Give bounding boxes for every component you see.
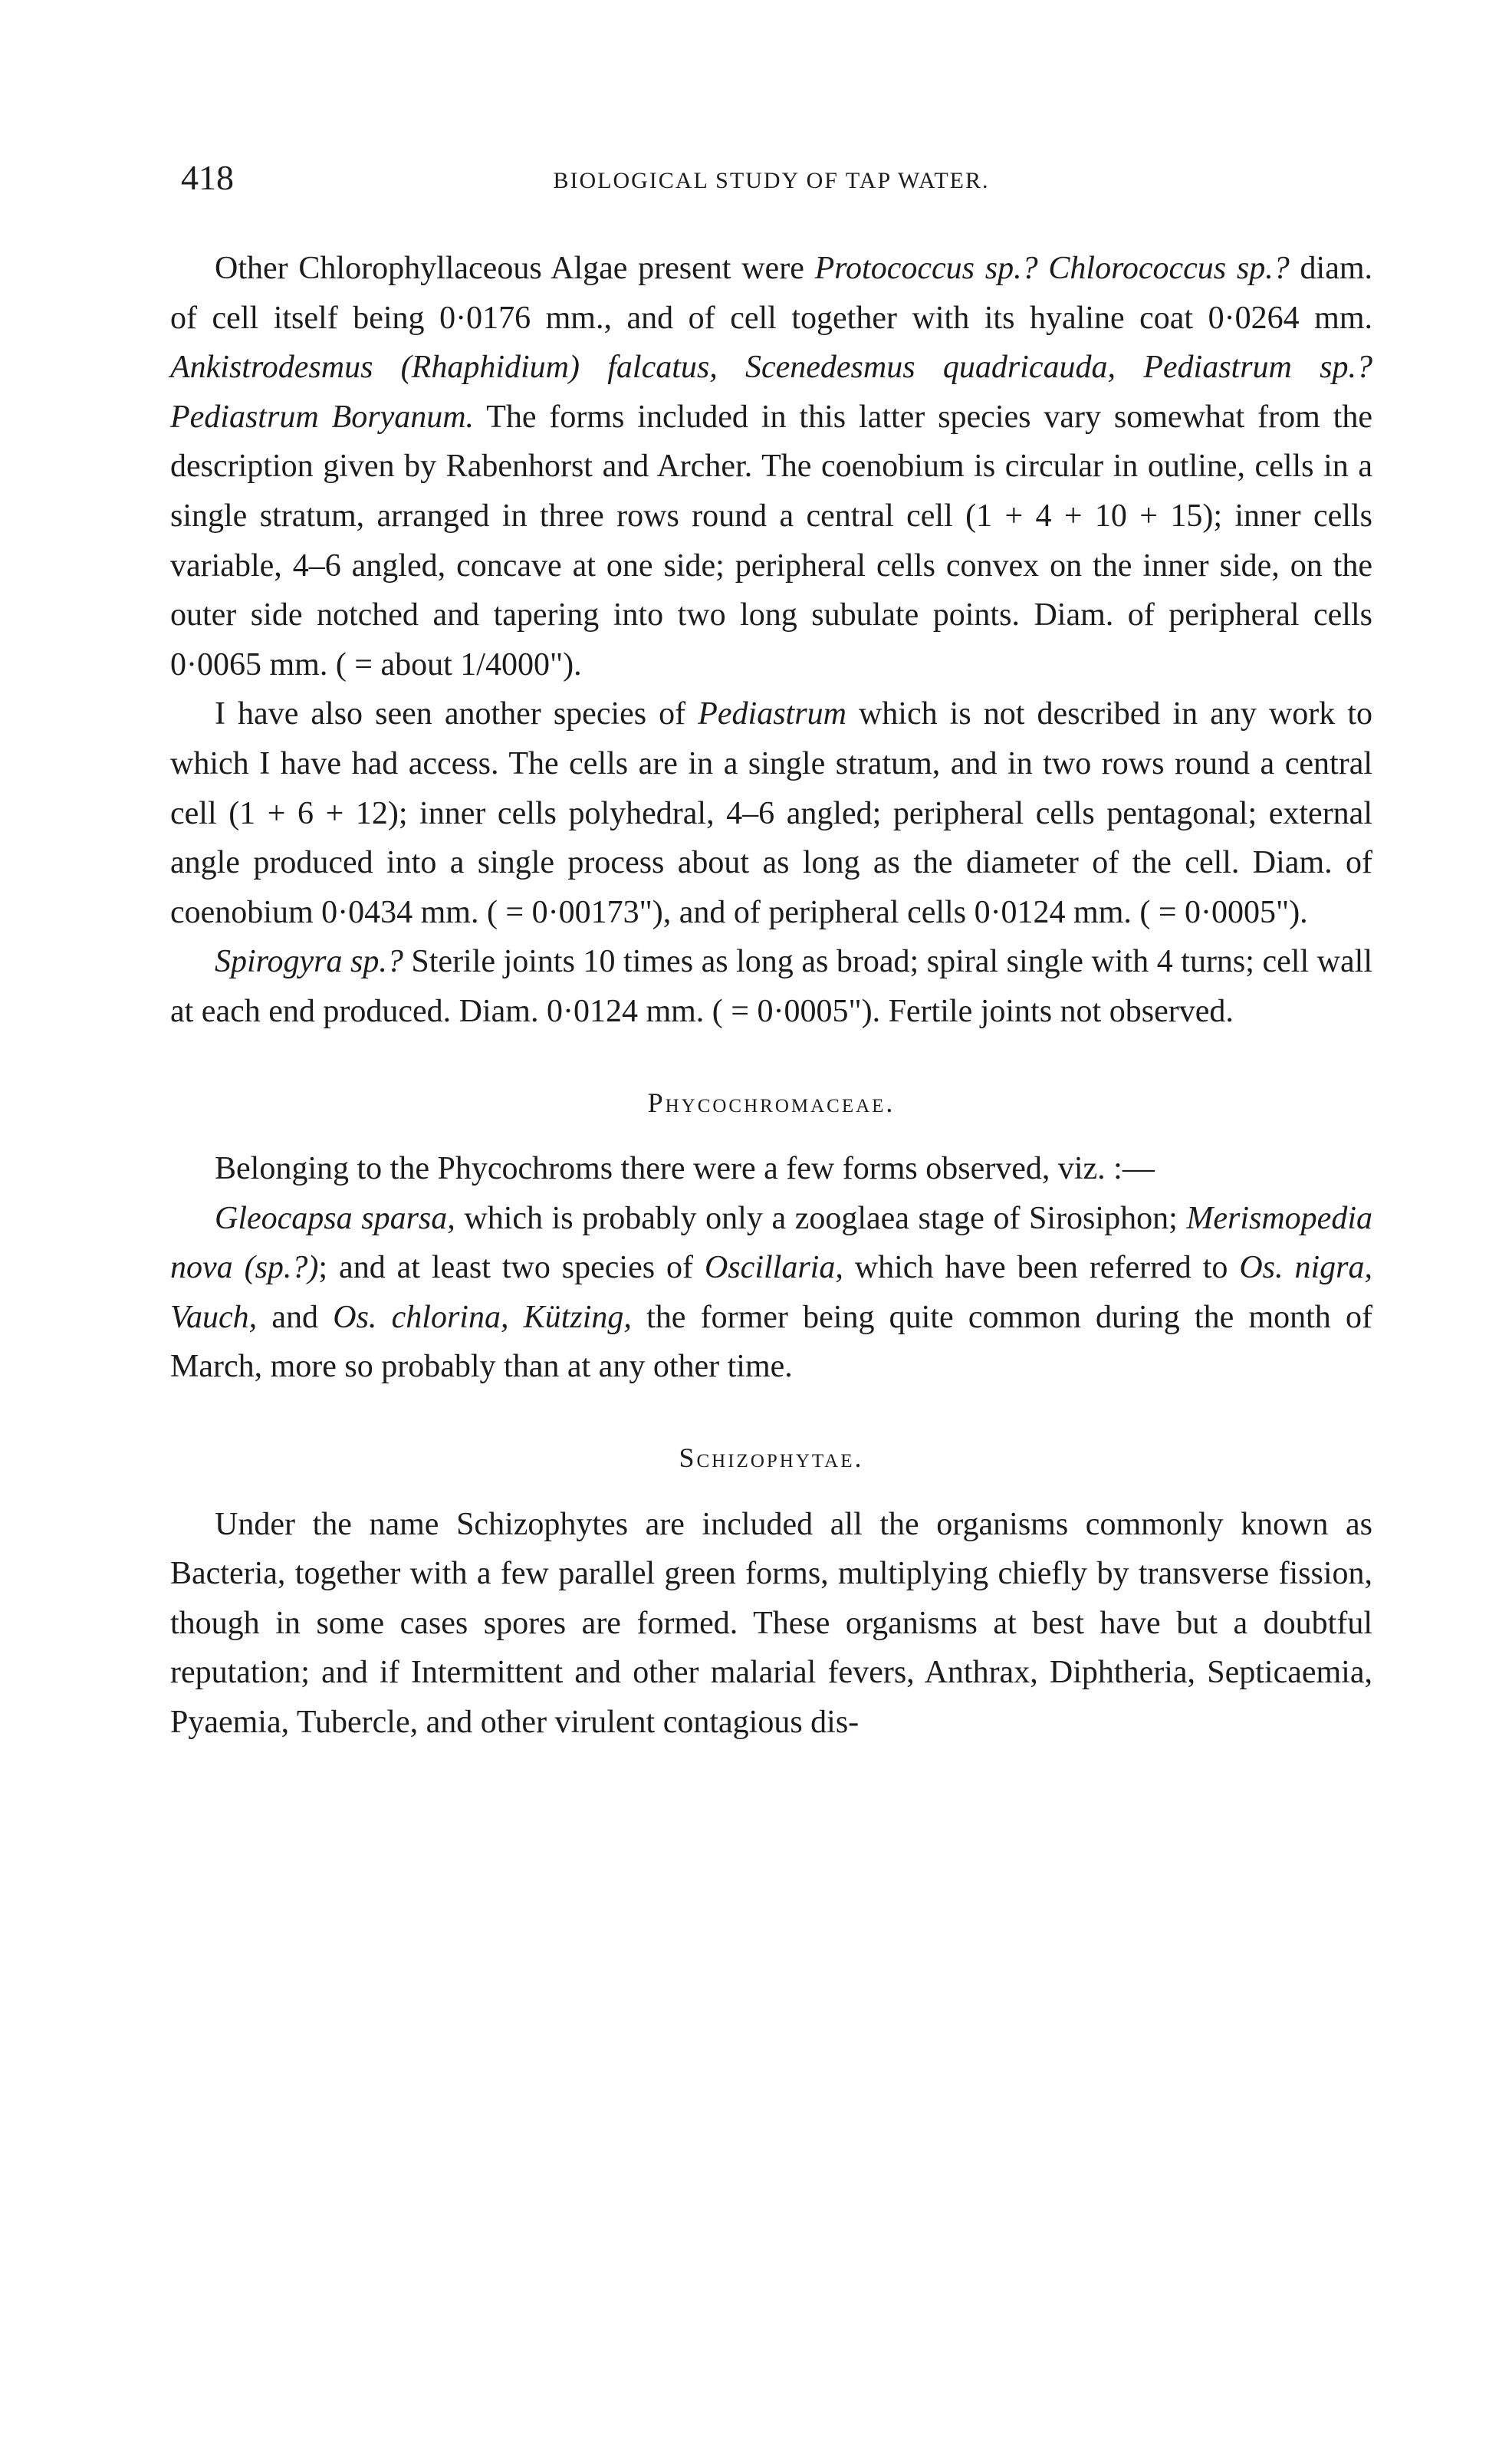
text-run bbox=[1038, 251, 1049, 286]
text-run: which is not described in any work to which I have had access. The cells are in a single stratum, and in two rows round a central cell (1 + 6 + 12); inner cells polyhedral, 4–6 angled; peripheral cells pentagonal; external angle produced into a single process about as long as the diameter of the cell. Diam. of coenobium 0·0434 mm. ( = 0·00173"), and of peripheral cells 0·0124 mm. ( = 0·0005"). bbox=[170, 696, 1373, 930]
italic-text: Merismopedia nova (sp.?) bbox=[170, 1200, 1372, 1286]
text-run: diam. of cell itself being 0·0176 mm., and of cell together with its hyaline coat 0·0264 mm. bbox=[170, 251, 1372, 336]
text-run: Under the name Schizophytes are included all the organisms commonly known as Bacteria, together with a few parallel green forms, multiplying chiefly by transverse fission, though in some cases spores are formed. These organisms at best have but a doubtful reputation; and if Intermittent and other malarial fevers, Anthrax, Diphtheria, Septicaemia, Pyaemia, Tubercle, and other virulent contagious dis- bbox=[170, 1506, 1372, 1741]
text-run: which have been referred to bbox=[843, 1250, 1240, 1286]
section-heading: Schizophytae. bbox=[679, 1442, 864, 1474]
italic-text: Ankistrodesmus (Rhaphidium) falcatus, Scenedesmus quadricauda, Pediastrum sp.? Pediastrum Boryanum. bbox=[170, 350, 1372, 435]
running-head: BIOLOGICAL STUDY OF TAP WATER. bbox=[553, 168, 990, 193]
paragraph bbox=[170, 244, 1372, 689]
italic-text: Chlorococcus sp.? bbox=[1048, 251, 1290, 286]
paragraph bbox=[170, 937, 1372, 1036]
italic-text: Spirogyra sp.? bbox=[215, 944, 403, 980]
paragraph bbox=[170, 1194, 1372, 1392]
italic-text: Oscillaria, bbox=[705, 1250, 843, 1286]
body-text bbox=[170, 244, 1372, 1748]
paragraph bbox=[170, 689, 1372, 937]
text-run: the former being quite common during the month of March, more so probably than at any other time. bbox=[170, 1299, 1372, 1385]
italic-text: Gleocapsa sparsa, bbox=[215, 1200, 455, 1236]
italic-text: Os. nigra, Vauch, bbox=[170, 1250, 1372, 1335]
paragraph bbox=[170, 1144, 1372, 1194]
text-run: Belonging to the Phycochroms there were a few forms observed, viz. :— bbox=[215, 1151, 1155, 1187]
paragraph bbox=[170, 1500, 1372, 1748]
text-run: The forms included in this latter species vary somewhat from the description given by Rabenhorst and Archer. The coenobium is circular in outline, cells in a single stratum, arranged in three rows round a central cell (1 + 4 + 10 + 15); inner cells variable, 4–6 angled, concave at one side; peripheral cells convex on the inner side, on the outer side notched and tapering into two long subulate points. Diam. of peripheral cells 0·0065 mm. ( = about 1/4000"). bbox=[170, 399, 1372, 682]
page-header bbox=[170, 157, 1372, 203]
text-run: ; and at least two species of bbox=[318, 1250, 705, 1286]
italic-text: Os. chlorina, Kützing, bbox=[333, 1299, 632, 1335]
text-run: and bbox=[257, 1299, 334, 1335]
text-run: Other Chlorophyllaceous Algae present were bbox=[215, 251, 815, 286]
italic-text: Protococcus sp.? bbox=[814, 251, 1038, 286]
section-heading: Phycochromaceae. bbox=[647, 1087, 896, 1118]
page-number: 418 bbox=[181, 158, 234, 197]
text-run: Sterile joints 10 times as long as broad; spiral single with 4 turns; cell wall at each end produced. Diam. 0·0124 mm. ( = 0·0005"). Fertile joints not observed. bbox=[170, 944, 1372, 1029]
italic-text: Pediastrum bbox=[698, 696, 846, 732]
text-run: I have also seen another species of bbox=[215, 696, 698, 732]
text-run: which is probably only a zooglaea stage of Sirosiphon; bbox=[455, 1200, 1187, 1236]
